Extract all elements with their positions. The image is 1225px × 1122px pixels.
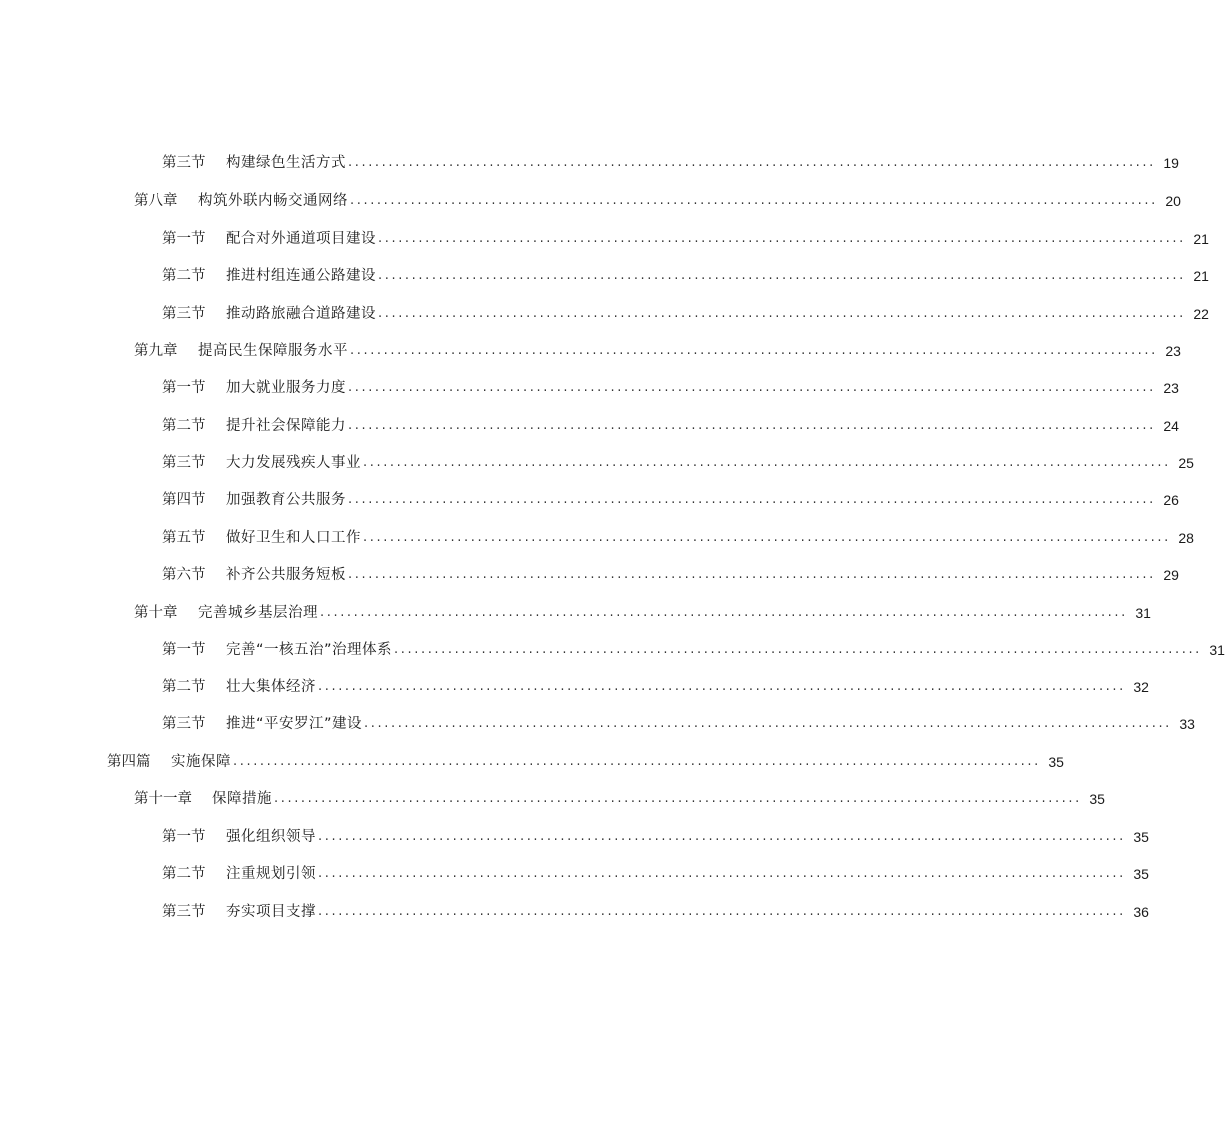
dot-leader: ........................................................................................................................	[318, 866, 1126, 881]
dot-leader: ........................................................................................................................	[318, 904, 1126, 919]
toc-entry-page: 32	[1133, 679, 1149, 695]
toc-entry-page: 23	[1163, 380, 1179, 396]
toc-entry[interactable]	[107, 750, 1064, 774]
toc-entry[interactable]	[134, 787, 1105, 811]
toc-entry-page: 35	[1048, 754, 1064, 770]
toc-entry[interactable]	[134, 339, 1181, 363]
dot-leader: ........................................................................................................................	[320, 605, 1128, 620]
toc-entry[interactable]	[162, 675, 1149, 699]
toc-entry[interactable]	[162, 376, 1179, 400]
toc-entry-page: 36	[1133, 904, 1149, 920]
dot-leader: ........................................................................................................................	[378, 231, 1186, 246]
toc-entry[interactable]	[162, 825, 1149, 849]
toc-entry-label: 第五节	[162, 530, 206, 546]
toc-entry-label: 第十一章	[134, 791, 192, 807]
toc-entry-page: 23	[1165, 343, 1181, 359]
dot-leader: ........................................................................................................................	[318, 829, 1126, 844]
toc-entry-label: 第三节	[162, 155, 206, 171]
toc-entry[interactable]	[162, 488, 1179, 512]
toc-entry[interactable]	[162, 451, 1194, 475]
toc-entry-title: 做好卫生和人口工作	[226, 530, 361, 546]
toc-entry-label: 第一节	[162, 231, 206, 247]
toc-entry[interactable]	[162, 638, 1225, 662]
toc-entry-label: 第三节	[162, 306, 206, 322]
toc-entry-label: 第八章	[134, 193, 178, 209]
toc-entry-title: 构筑外联内畅交通网络	[198, 193, 348, 209]
toc-entry-title: 注重规划引领	[226, 866, 316, 882]
toc-entry-label: 第一节	[162, 829, 206, 845]
toc-entry-page: 28	[1178, 530, 1194, 546]
dot-leader: ........................................................................................................................	[350, 343, 1158, 358]
toc-entry-label: 第四篇	[107, 754, 151, 770]
toc-entry-page: 29	[1163, 567, 1179, 583]
toc-entry-page: 19	[1163, 155, 1179, 171]
toc-entry[interactable]	[162, 900, 1149, 924]
toc-entry-title: 大力发展残疾人事业	[226, 455, 361, 471]
toc-entry[interactable]	[162, 227, 1209, 251]
toc-entry-title: 保障措施	[212, 791, 272, 807]
toc-entry[interactable]	[162, 526, 1194, 550]
toc-entry-title: 构建绿色生活方式	[226, 155, 346, 171]
toc-entry-title: 加强教育公共服务	[226, 492, 346, 508]
toc-entry-label: 第六节	[162, 567, 206, 583]
toc-entry-title: 完善“一核五治”治理体系	[226, 642, 393, 658]
toc-entry-title: 配合对外通道项目建设	[226, 231, 376, 247]
toc-entry-page: 24	[1163, 418, 1179, 434]
dot-leader: ........................................................................................................................	[233, 754, 1041, 769]
toc-entry-label: 第三节	[162, 904, 206, 920]
dot-leader: ........................................................................................................................	[378, 268, 1186, 283]
dot-leader: ........................................................................................................................	[394, 642, 1202, 657]
toc-entry-page: 21	[1193, 231, 1209, 247]
toc-entry[interactable]	[162, 302, 1209, 326]
toc-entry[interactable]	[134, 189, 1181, 213]
dot-leader: ........................................................................................................................	[363, 530, 1171, 545]
dot-leader: ........................................................................................................................	[274, 791, 1082, 806]
dot-leader: ........................................................................................................................	[318, 679, 1126, 694]
toc-entry-title: 补齐公共服务短板	[226, 567, 346, 583]
toc-entry-title: 夯实项目支撑	[226, 904, 316, 920]
toc-entry-page: 21	[1193, 268, 1209, 284]
dot-leader: ........................................................................................................................	[364, 716, 1172, 731]
dot-leader: ........................................................................................................................	[348, 155, 1156, 170]
toc-entry-page: 20	[1165, 193, 1181, 209]
toc-entry-label: 第二节	[162, 418, 206, 434]
toc-entry-page: 35	[1133, 829, 1149, 845]
toc-entry-label: 第一节	[162, 642, 206, 658]
toc-entry[interactable]	[162, 712, 1195, 736]
toc-entry-title: 提高民生保障服务水平	[198, 343, 348, 359]
toc-entry-label: 第九章	[134, 343, 178, 359]
toc-entry-label: 第一节	[162, 380, 206, 396]
toc-entry-page: 26	[1163, 492, 1179, 508]
toc-entry[interactable]	[162, 151, 1179, 175]
dot-leader: ........................................................................................................................	[348, 567, 1156, 582]
dot-leader: ........................................................................................................................	[378, 306, 1186, 321]
toc-entry-label: 第三节	[162, 455, 206, 471]
toc-entry-label: 第十章	[134, 605, 178, 621]
toc-entry[interactable]	[134, 601, 1151, 625]
toc-entry-label: 第二节	[162, 268, 206, 284]
toc-entry-title: 推进村组连通公路建设	[226, 268, 376, 284]
toc-entry-title: 推进“平安罗江”建设	[226, 716, 363, 732]
toc-entry[interactable]	[162, 414, 1179, 438]
toc-entry-label: 第二节	[162, 866, 206, 882]
toc-entry-page: 31	[1135, 605, 1151, 621]
dot-leader: ........................................................................................................................	[350, 193, 1158, 208]
dot-leader: ........................................................................................................................	[348, 418, 1156, 433]
toc-entry-page: 22	[1193, 306, 1209, 322]
toc-entry-title: 加大就业服务力度	[226, 380, 346, 396]
toc-entry[interactable]	[162, 862, 1149, 886]
toc-entry-title: 强化组织领导	[226, 829, 316, 845]
toc-entry-label: 第四节	[162, 492, 206, 508]
toc-entry-title: 壮大集体经济	[226, 679, 316, 695]
dot-leader: ........................................................................................................................	[363, 455, 1171, 470]
toc-entry-title: 完善城乡基层治理	[198, 605, 318, 621]
toc-entry-page: 25	[1178, 455, 1194, 471]
toc-entry-title: 推动路旅融合道路建设	[226, 306, 376, 322]
toc-entry-page: 33	[1179, 716, 1195, 732]
toc-entry-page: 35	[1089, 791, 1105, 807]
toc-entry-label: 第二节	[162, 679, 206, 695]
dot-leader: ........................................................................................................................	[348, 380, 1156, 395]
toc-entry[interactable]	[162, 264, 1209, 288]
toc-entry-title: 实施保障	[171, 754, 231, 770]
toc-entry-page: 35	[1133, 866, 1149, 882]
toc-entry-page: 31	[1209, 642, 1225, 658]
toc-entry[interactable]	[162, 563, 1179, 587]
dot-leader: ........................................................................................................................	[348, 492, 1156, 507]
toc-entry-label: 第三节	[162, 716, 206, 732]
toc-entry-title: 提升社会保障能力	[226, 418, 346, 434]
